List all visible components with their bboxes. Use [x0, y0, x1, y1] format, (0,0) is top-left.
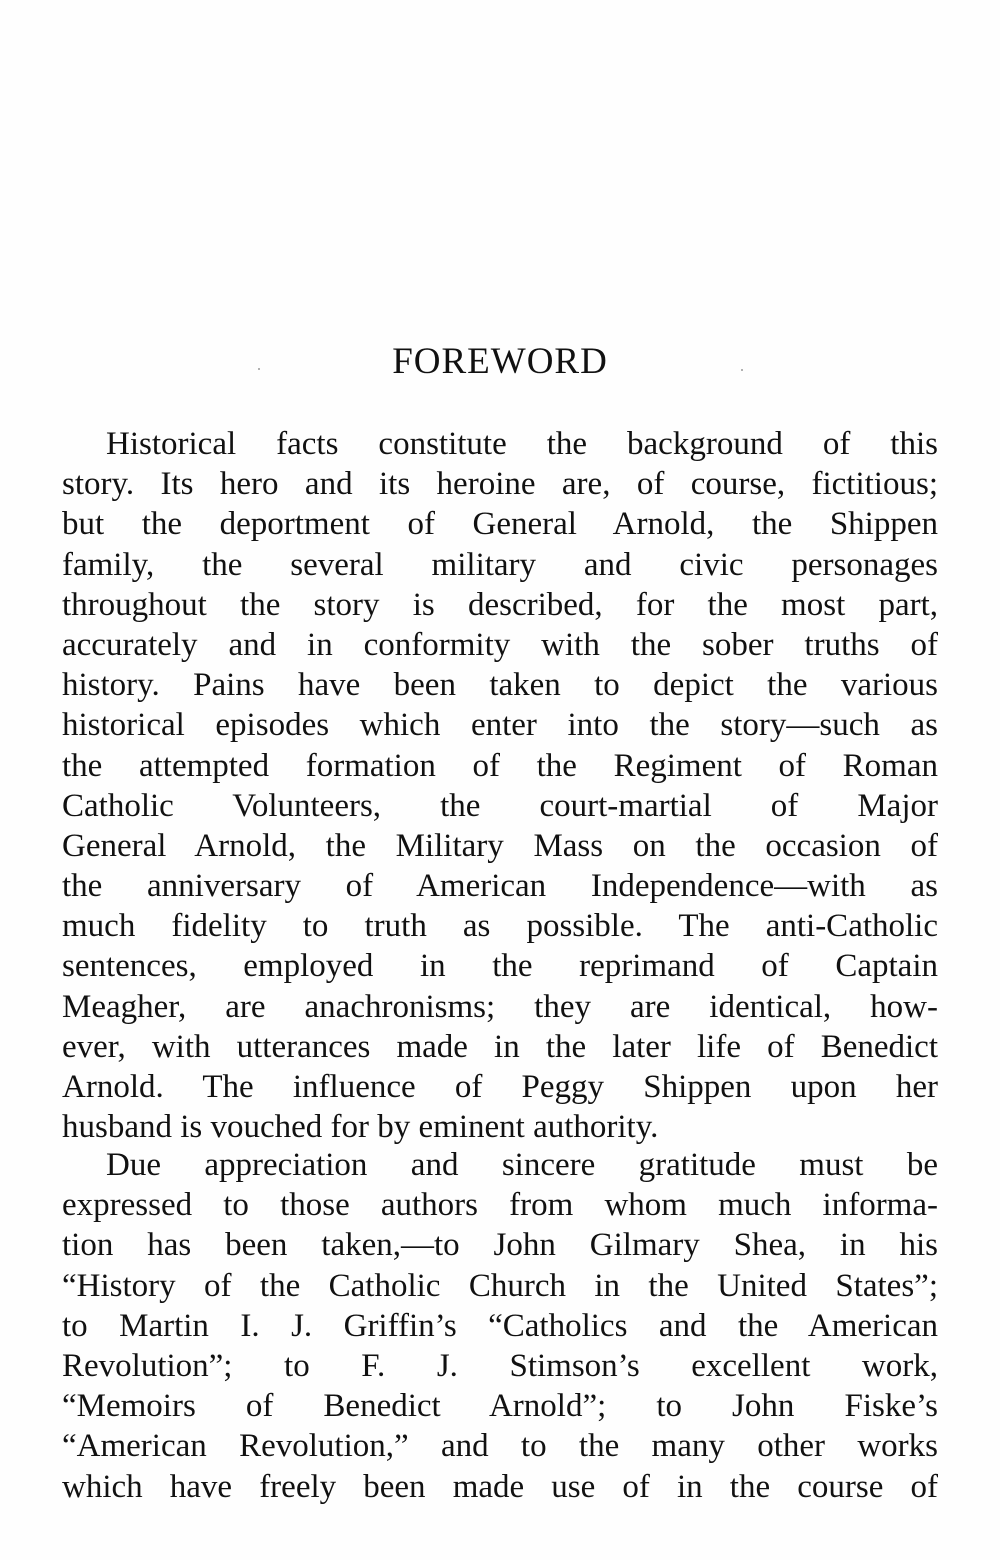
paragraph-2 [62, 1145, 938, 1507]
text-line: history. Pains have been taken to depict the various [62, 667, 938, 704]
text-line: expressed to those authors from whom much informa- [62, 1187, 938, 1224]
text-line: sentences, employed in the reprimand of Captain [62, 948, 938, 985]
text-line: family, the several military and civic personages [62, 546, 938, 583]
text-line: General Arnold, the Military Mass on the occasion of [62, 827, 938, 864]
text-line: accurately and in conformity with the sober truths of [62, 626, 938, 663]
text-line: much fidelity to truth as possible. The anti-Catholic [62, 908, 938, 945]
paragraph-1 [62, 424, 938, 1147]
text-line: Due appreciation and sincere gratitude must be [106, 1147, 938, 1183]
text-line: ever, with utterances made in the later life of Benedict [62, 1028, 938, 1065]
text-line: Revolution”; to F. J. Stimson’s excellent work, [62, 1347, 938, 1384]
text-line: Meagher, are anachronisms; they are identical, how- [62, 988, 938, 1025]
text-line: “History of the Catholic Church in the United States”; [62, 1267, 938, 1304]
text-line: Catholic Volunteers, the court-martial of Major [62, 787, 938, 824]
text-line: but the deportment of General Arnold, the Shippen [62, 506, 938, 543]
text-line: story. Its hero and its heroine are, of course, fictitious; [62, 466, 938, 503]
text-line: historical episodes which enter into the story—such as [62, 707, 938, 744]
page-title: FOREWORD [392, 341, 608, 382]
text-line: the attempted formation of the Regiment of Roman [62, 747, 938, 784]
text-line: “Memoirs of Benedict Arnold”; to John Fiske’s [62, 1388, 938, 1425]
text-line: which have freely been made use of in the course of [62, 1468, 938, 1505]
text-line: tion has been taken,—to John Gilmary Shea, in his [62, 1227, 938, 1264]
text-line: the anniversary of American Independence—with as [62, 868, 938, 905]
text-line: throughout the story is described, for the most part, [62, 586, 938, 623]
text-line: to Martin I. J. Griffin’s “Catholics and the American [62, 1307, 938, 1344]
text-line: Arnold. The influence of Peggy Shippen upon her [62, 1069, 938, 1105]
text-line: husband is vouched for by eminent authority. [62, 1109, 659, 1146]
text-line: Historical facts constitute the background of this [106, 426, 938, 462]
text-line: “American Revolution,” and to the many other works [62, 1428, 938, 1465]
